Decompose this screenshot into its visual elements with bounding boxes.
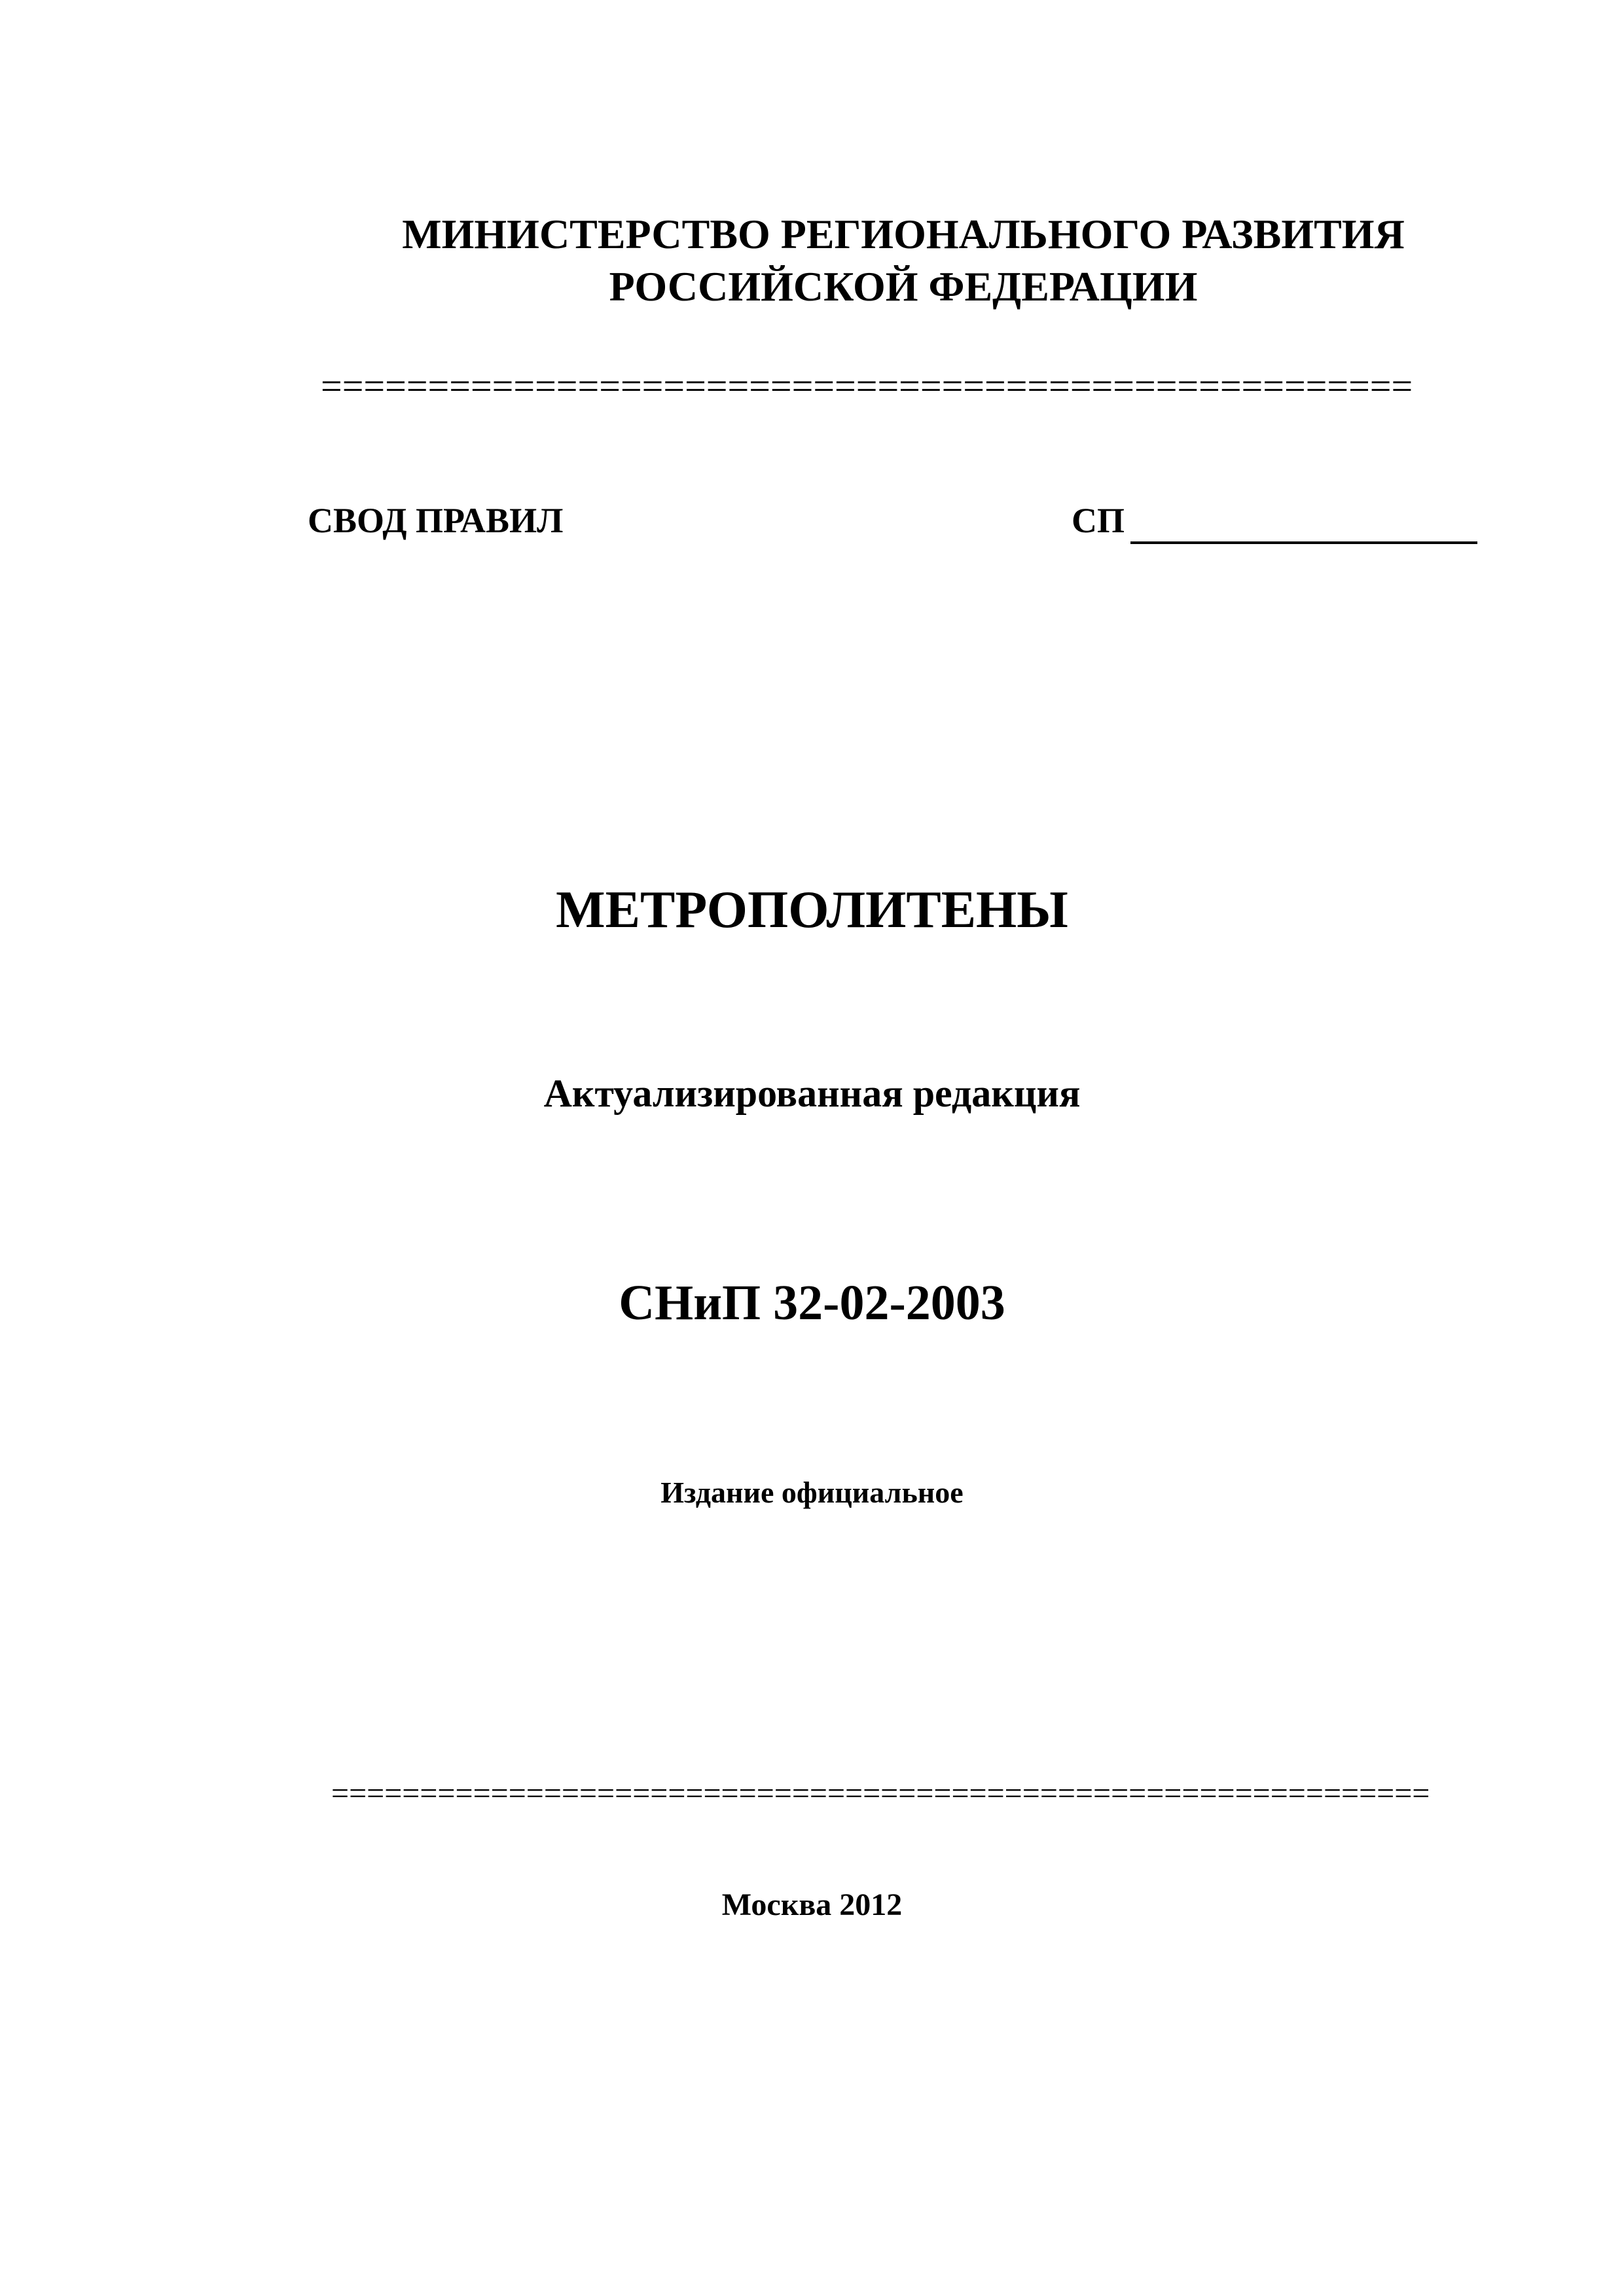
ministry-line-1: МИНИСТЕРСТВО РЕГИОНАЛЬНОГО РАЗВИТИЯ <box>402 211 1405 257</box>
sp-number-blank-line <box>1130 541 1477 544</box>
snip-designation: СНиП 32-02-2003 <box>619 1275 1005 1330</box>
sp-label: СП <box>1072 501 1125 540</box>
city-year: Москва 2012 <box>721 1887 903 1922</box>
document-subtitle: Актуализированная редакция <box>543 1072 1081 1115</box>
document-title: МЕТРОПОЛИТЕНЫ <box>556 881 1068 939</box>
ministry-line-2: РОССИЙСКОЙ ФЕДЕРАЦИИ <box>609 263 1198 310</box>
code-of-rules-label: СВОД ПРАВИЛ <box>308 501 564 540</box>
edition-note: Издание официальное <box>660 1476 964 1509</box>
top-separator: =================================================== <box>321 367 1413 406</box>
bottom-separator: ============================================================== <box>331 1776 1430 1811</box>
ministry-heading <box>314 208 1492 313</box>
